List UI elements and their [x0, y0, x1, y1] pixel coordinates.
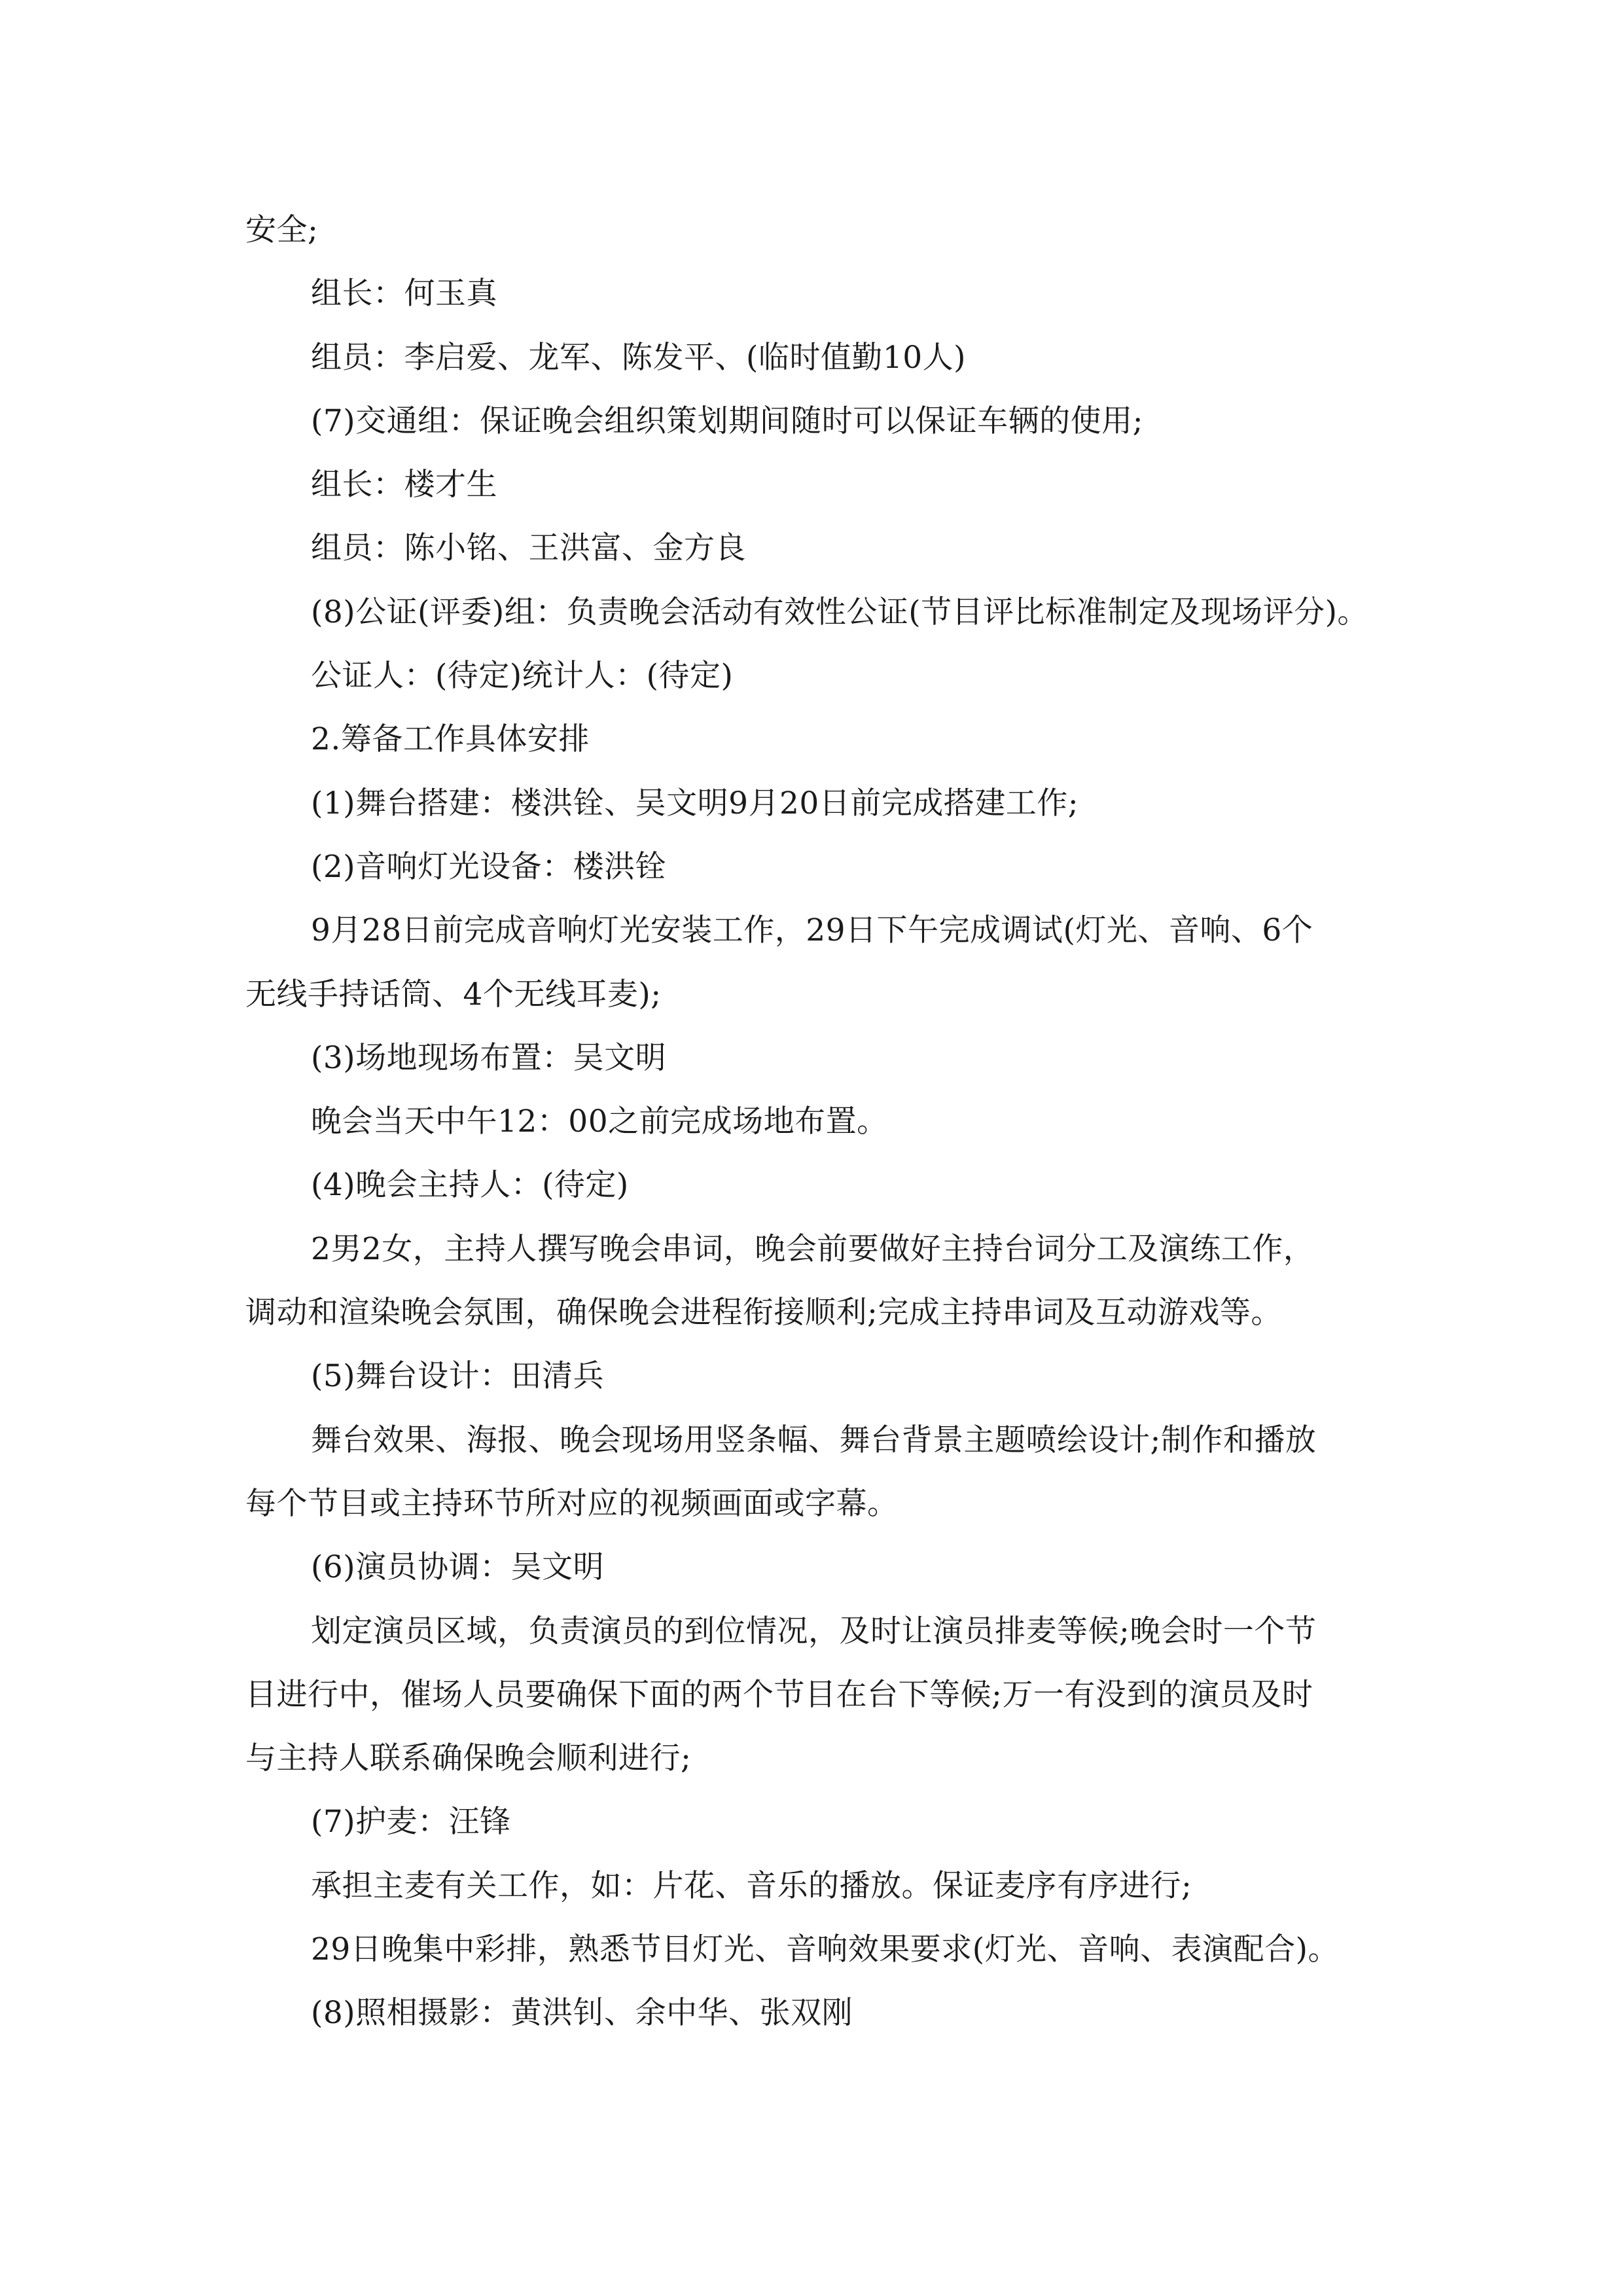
text-line: 与主持人联系确保晚会顺利进行; [245, 1740, 692, 1777]
document-body [245, 198, 1384, 2045]
text-line: 调动和渲染晚会氛围，确保晚会进程衔接顺利;完成主持串词及互动游戏等。 [245, 1295, 1282, 1331]
text-line: 组员：陈小铭、王洪富、金方良 [311, 530, 746, 567]
text-line: (1)舞台搭建：楼洪铨、吴文明9月20日前完成搭建工作; [311, 785, 1079, 821]
text-line: 组长：何玉真 [311, 276, 497, 312]
text-line: (2)音响灯光设备：楼洪铨 [311, 848, 667, 885]
text-line: 组员：李启爱、龙军、陈发平、(临时值勤10人) [311, 339, 966, 376]
text-line: 29日晚集中彩排，熟悉节目灯光、音响效果要求(灯光、音响、表演配合)。 [311, 1931, 1339, 1968]
text-line: 晚会当天中午12：00之前完成场地布置。 [311, 1103, 888, 1140]
text-line: 无线手持话筒、4个无线耳麦); [245, 976, 662, 1013]
text-line: 9月28日前完成音响灯光安装工作，29日下午完成调试(灯光、音响、6个 [311, 912, 1313, 949]
text-line: (8)照相摄影：黄洪钊、余中华、张双刚 [311, 1995, 853, 2032]
text-line: 2男2女，主持人撰写晚会串词，晚会前要做好主持台词分工及演练工作， [311, 1230, 1315, 1267]
text-line: 目进行中，催场人员要确保下面的两个节目在台下等候;万一有没到的演员及时 [245, 1676, 1313, 1713]
text-line: 公证人：(待定)统计人：(待定) [311, 658, 734, 694]
text-line: 安全; [245, 212, 319, 248]
text-line: (8)公证(评委)组：负责晚会活动有效性公证(节目评比标准制定及现场评分)。 [311, 594, 1368, 630]
text-line: (6)演员协调：吴文明 [311, 1549, 605, 1586]
text-line: (3)场地现场布置：吴文明 [311, 1039, 667, 1076]
text-line: (4)晚会主持人：(待定) [311, 1167, 629, 1204]
text-line: 划定演员区域，负责演员的到位情况，及时让演员排麦等候;晚会时一个节 [311, 1613, 1317, 1649]
text-line: 舞台效果、海报、晚会现场用竖条幅、舞台背景主题喷绘设计;制作和播放 [311, 1422, 1317, 1458]
text-line: 承担主麦有关工作，如：片花、音乐的播放。保证麦序有序进行; [311, 1867, 1192, 1904]
text-line: 每个节目或主持环节所对应的视频画面或字幕。 [245, 1485, 899, 1522]
text-line: (5)舞台设计：田清兵 [311, 1358, 605, 1395]
text-line: 组长：楼才生 [311, 467, 497, 503]
text-line: (7)护麦：汪锋 [311, 1804, 511, 1840]
section-heading: 2.筹备工作具体安排 [311, 721, 590, 758]
text-line: (7)交通组：保证晚会组织策划期间随时可以保证车辆的使用; [311, 403, 1143, 439]
